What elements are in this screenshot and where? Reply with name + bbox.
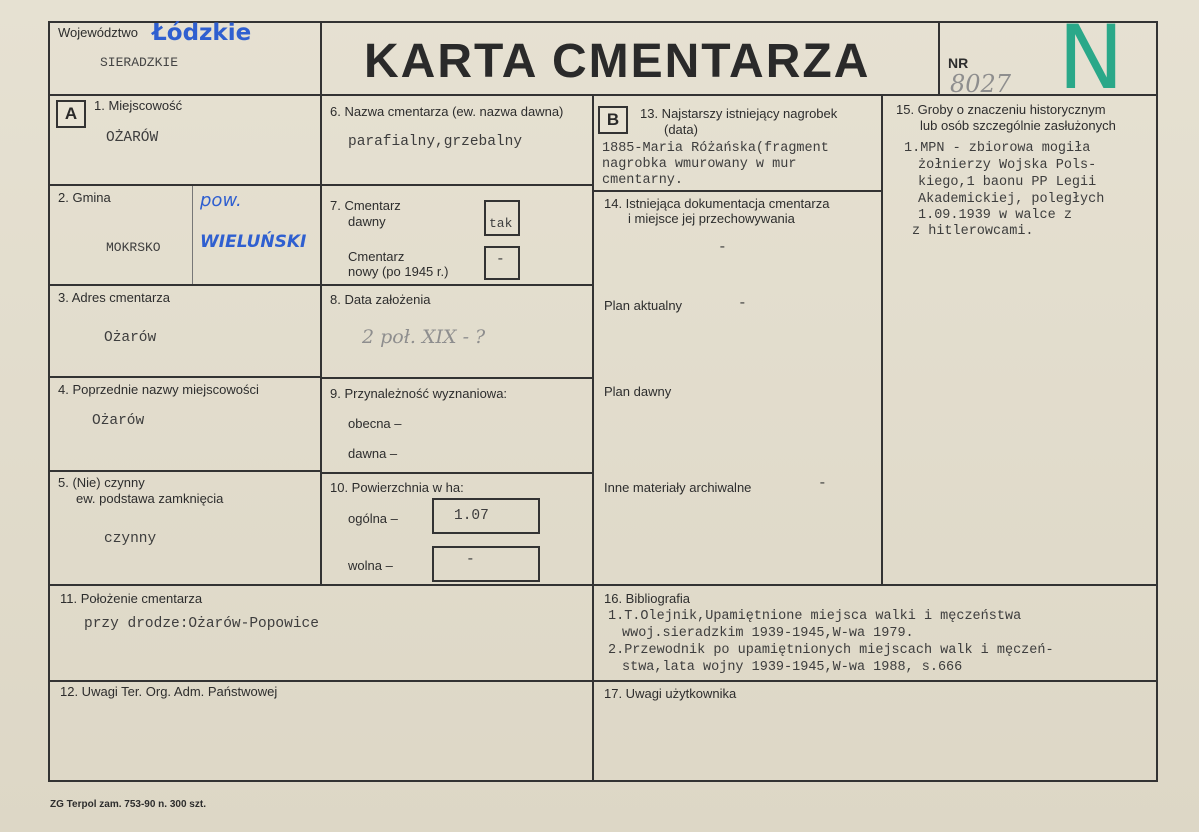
nr-label: NR — [948, 55, 969, 71]
field-10-free-box — [432, 546, 540, 582]
field-13-label-2: (data) — [664, 122, 698, 137]
field-5-label-2: ew. podstawa zamknięcia — [76, 491, 224, 506]
field-7-old-label-1: 7. Cmentarz — [330, 198, 401, 213]
field-4-label: 4. Poprzednie nazwy miejscowości — [58, 382, 259, 397]
voivodeship-label: Województwo — [58, 25, 138, 40]
row-4 — [48, 470, 320, 472]
field-10-total-label: ogólna – — [348, 511, 398, 526]
plan-current-value: - — [738, 296, 747, 312]
field-16-line-3: 2.Przewodnik po upamiętnionych miejscach walk i męczeń- — [608, 643, 1054, 658]
plan-current-label: Plan aktualny — [604, 298, 683, 313]
field-9-former: dawna – — [348, 446, 398, 461]
field-1-value: OŻARÓW — [106, 130, 159, 146]
field-7-new-label-2: nowy (po 1945 r.) — [348, 264, 449, 279]
mid-row-4 — [320, 472, 592, 474]
header-sep-2 — [938, 21, 940, 96]
col-sep-3 — [881, 94, 883, 586]
frame-bottom — [48, 780, 1158, 782]
other-materials-value: - — [818, 476, 827, 492]
field-7-old-label-2: dawny — [348, 214, 386, 229]
field-13-value-1: 1885-Maria Różańska(fragment — [602, 141, 829, 156]
field-1-label: 1. Miejscowość — [94, 98, 183, 113]
category-letter: N — [1058, 6, 1124, 109]
row-1 — [48, 184, 320, 186]
field-2-pow-value: WIELUŃSKI — [200, 232, 307, 252]
row-2 — [48, 284, 320, 286]
gmina-sep — [192, 186, 193, 284]
field-15-line-4: Akademickiej, poległych — [918, 192, 1105, 207]
nr-value: 8027 — [950, 70, 1012, 98]
frame-right — [1156, 21, 1158, 782]
field-8-value: 2 poł. XIX - ? — [362, 326, 486, 348]
field-5-label-1: 5. (Nie) czynny — [58, 475, 145, 490]
field-10-total-value: 1.07 — [454, 508, 489, 524]
mid-row-2 — [320, 284, 592, 286]
mid-row-1 — [320, 184, 592, 186]
mid-row-3 — [320, 377, 592, 379]
plan-old-label: Plan dawny — [604, 384, 672, 399]
field-16-label: 16. Bibliografia — [604, 591, 690, 606]
field-14-label-1: 14. Istniejąca dokumentacja cmentarza — [604, 196, 830, 211]
section-b-letter: B — [598, 106, 628, 134]
field-14-label-2: i miejsce jej przechowywania — [628, 211, 795, 226]
field-13-value-3: cmentarny. — [602, 173, 684, 188]
field-10-free-label: wolna – — [348, 558, 393, 573]
field-2-value: MOKRSKO — [106, 240, 161, 255]
field-4-value: Ożarów — [92, 413, 145, 429]
field-11-label: 11. Położenie cmentarza — [60, 591, 203, 606]
col-sep-2 — [592, 94, 594, 782]
field-15-line-2: żołnierzy Wojska Pols- — [918, 158, 1097, 173]
row-12 — [48, 680, 1158, 682]
field-15-line-3: kiego,1 baonu PP Legii — [918, 175, 1097, 190]
row-11 — [48, 584, 1158, 586]
field-14-value: - — [718, 240, 727, 256]
field-13-label-1: 13. Najstarszy istniejący nagrobek — [640, 106, 838, 121]
field-6-label: 6. Nazwa cmentarza (ew. nazwa dawna) — [330, 104, 564, 119]
field-2-label: 2. Gmina — [58, 190, 111, 205]
field-6-value: parafialny,grzebalny — [348, 134, 523, 150]
other-materials-label: Inne materiały archiwalne — [604, 480, 752, 495]
card-title: KARTA CMENTARZA — [364, 35, 871, 88]
field-2-pow-label: pow. — [200, 190, 242, 211]
field-10-free-value: - — [466, 552, 475, 568]
field-17-label: 17. Uwagi użytkownika — [604, 686, 737, 701]
field-15-label-1: 15. Groby o znaczeniu historycznym — [896, 102, 1106, 117]
field-16-line-2: wwoj.sieradzkim 1939-1945,W-wa 1979. — [622, 626, 914, 641]
field-15-line-6: z hitlerowcami. — [912, 224, 1034, 239]
row-3 — [48, 376, 320, 378]
field-5-value: czynny — [104, 531, 157, 547]
field-7-new-value: - — [496, 252, 505, 268]
frame-left — [48, 21, 50, 782]
field-8-label: 8. Data założenia — [330, 292, 431, 307]
old-voivodeship: SIERADZKIE — [100, 55, 179, 70]
field-16-line-1: 1.T.Olejnik,Upamiętnione miejsca walki i męczeństwa — [608, 609, 1022, 624]
print-info: ZG Terpol zam. 753-90 n. 300 szt. — [50, 799, 206, 810]
field-11-value: przy drodze:Ożarów-Popowice — [84, 616, 319, 632]
b-row-1 — [592, 190, 882, 192]
field-15-line-5: 1.09.1939 w walce z — [918, 208, 1072, 223]
field-7-old-value: tak — [489, 216, 513, 231]
field-15-line-1: 1.MPN - zbiorowa mogiła — [904, 141, 1091, 156]
field-3-value: Ożarów — [104, 330, 157, 346]
field-9-label: 9. Przynależność wyznaniowa: — [330, 386, 508, 401]
field-13-value-2: nagrobka wmurowany w mur — [602, 157, 797, 172]
field-9-current: obecna – — [348, 416, 402, 431]
field-16-line-4: stwa,lata wojny 1939-1945,W-wa 1988, s.666 — [622, 660, 963, 675]
field-7-new-label-1: Cmentarz — [348, 249, 405, 264]
header-sep-1 — [320, 21, 322, 584]
field-3-label: 3. Adres cmentarza — [58, 290, 170, 305]
section-a-letter: A — [56, 100, 86, 128]
field-12-label: 12. Uwagi Ter. Org. Adm. Państwowej — [60, 684, 278, 699]
voivodeship-stamp: Łódzkie — [152, 20, 252, 46]
field-10-label: 10. Powierzchnia w ha: — [330, 480, 464, 495]
field-15-label-2: lub osób szczególnie zasłużonych — [920, 118, 1116, 133]
